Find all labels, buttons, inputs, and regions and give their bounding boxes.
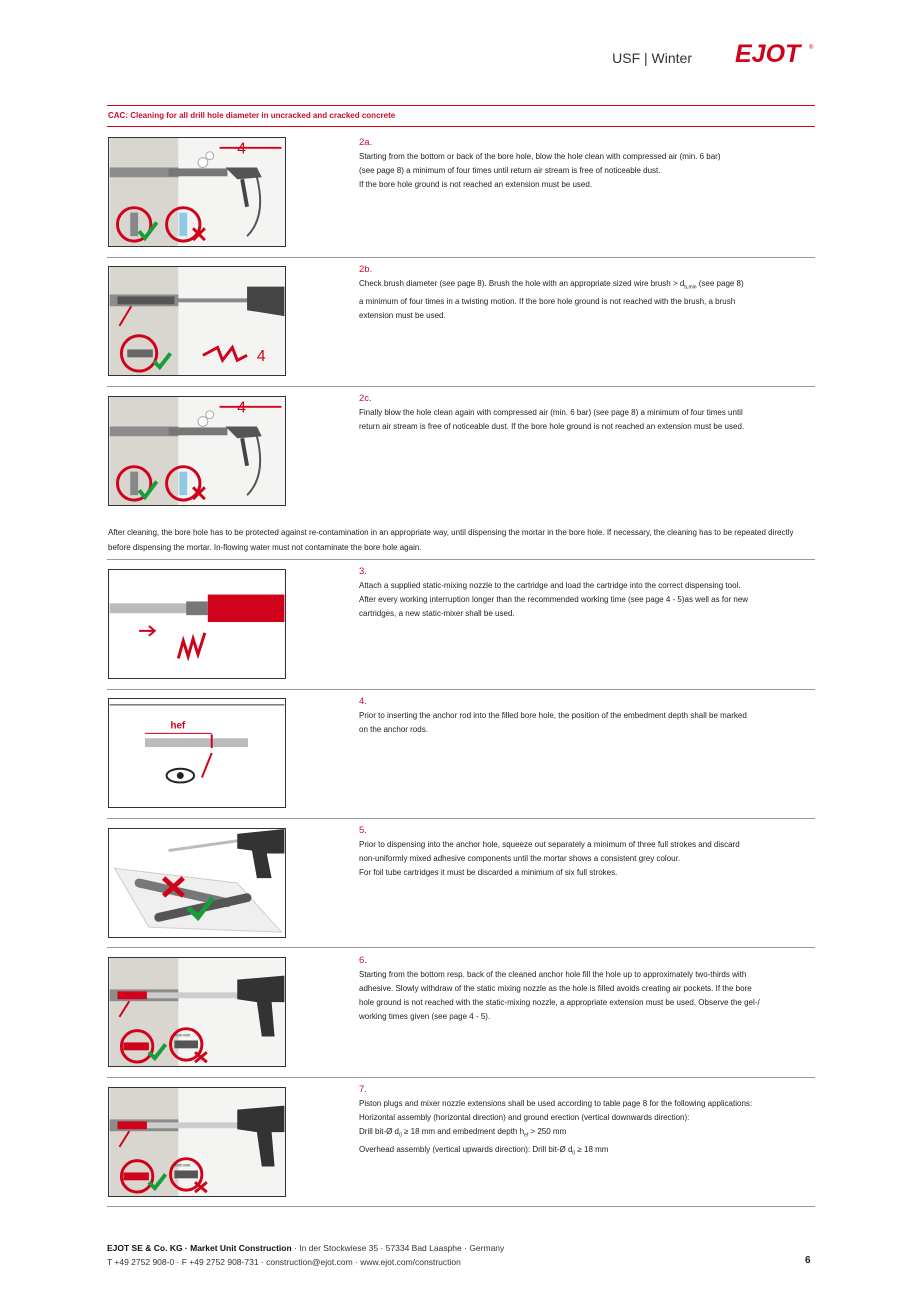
times-four-label: 4: [256, 348, 266, 366]
step-6: [359, 955, 809, 1024]
divider: [107, 947, 815, 948]
divider: [107, 559, 815, 560]
divider: [107, 818, 815, 819]
step-text-line: [359, 277, 809, 295]
step-number: 7.: [359, 1084, 367, 1095]
step-text-part: Check brush diameter (see page 8). Brush the hole with an appropriate sized wire brush > d: [359, 279, 685, 288]
step-text-line: [359, 1143, 809, 1161]
step-3: [359, 566, 809, 621]
step-number: 2c.: [359, 393, 372, 404]
step-text-line: Prior to inserting the anchor rod into the filled bore hole, the position of the embedment depth shall be marked: [359, 711, 747, 720]
step-text-line: hole ground is not reached with the static-mixing nozzle, a appropriate extension must be used. Observe the gel-/: [359, 998, 760, 1007]
times-four-label: 4: [237, 140, 246, 158]
step-text-line: non-uniformly mixed adhesive components until the mortar shows a consistent grey colour.: [359, 854, 681, 863]
step-text-line: If the bore hole ground is not reached an extension must be used.: [359, 180, 593, 189]
footer-line-1: [107, 1241, 504, 1255]
step-text-line: (see page 8) a minimum of four times until return air stream is free of noticeable dust.: [359, 166, 661, 175]
step-text-part: Overhead assembly (vertical upwards direction): Drill bit-Ø d: [359, 1144, 573, 1154]
step-number: 2a.: [359, 137, 373, 148]
cleaning-note: After cleaning, the bore hole has to be protected against re-contamination in an appropriate way, until dispensing the mortar in the bore hole. If necessary, the cleaning has to be repeated directly before dispensing the mortar. In-flowing water must not contaminate the bore hole again.: [108, 528, 794, 552]
step-text-part: ≥ 18 mm: [575, 1144, 609, 1154]
step-number: 3.: [359, 566, 367, 577]
step-text-subscript: 0: [572, 1150, 576, 1157]
step-text-line: Finally blow the hole clean again with compressed air (min. 6 bar) (see page 8) a minimum of four times until: [359, 408, 743, 417]
footer-contact: T +49 2752 908-0 · F +49 2752 908-731 · construction@ejot.com · www.ejot.com/construction: [107, 1257, 461, 1267]
figure-mark-embedment-depth: [108, 698, 286, 808]
footer-address: · In der Stockwiese 35 · 57334 Bad Laasphe · Germany: [291, 1243, 505, 1253]
step-text-line: After every working interruption longer than the recommended working time (see page 4 - 5)as well as for new: [359, 595, 749, 604]
step-5: [359, 825, 809, 880]
step-7: [359, 1084, 809, 1160]
hef-label: hef: [170, 720, 186, 732]
step-text-line: Piston plugs and mixer nozzle extensions shall be used according to table page 8 for the following applications:: [359, 1099, 753, 1108]
figure-fill-hole: [108, 957, 286, 1067]
document-header-title: USF | Winter: [612, 50, 692, 66]
step-text-line: [359, 1125, 809, 1143]
figure-attach-mixing-nozzle: [108, 569, 286, 679]
sticker-label: MIX MIX: [175, 1032, 191, 1038]
divider: [107, 257, 815, 258]
step-4: [359, 696, 809, 737]
figure-blow-out-hole: [108, 137, 286, 247]
step-text-line: Starting from the bottom resp. back of the cleaned anchor hole fill the hole up to approximately two-thirds with: [359, 970, 747, 979]
step-text-line: adhesive. Slowly withdraw of the static mixing nozzle as the hole is filled avoids creating air pockets. If the bore: [359, 984, 752, 993]
step-number: 4.: [359, 696, 367, 707]
figure-piston-plug: [108, 1087, 286, 1197]
step-text-line: a minimum of four times in a twisting motion. If the bore hole ground is not reached with the brush, a brush: [359, 296, 736, 306]
step-text-part: (see page 8): [696, 279, 744, 288]
sticker-label: MIX MIX: [175, 1162, 191, 1168]
step-text-line: Prior to dispensing into the anchor hole, squeeze out separately a minimum of three full strokes and discard: [359, 840, 740, 849]
step-text-subscript: b,min: [684, 284, 697, 291]
step-number: 5.: [359, 825, 367, 836]
step-number: 2b.: [359, 264, 373, 275]
ejot-logo: [735, 40, 815, 66]
step-text-part: > 250 mm: [528, 1127, 567, 1136]
figure-blow-out-again: [108, 396, 286, 506]
step-text-subscript: 0: [399, 1132, 402, 1139]
step-text-line: extension must be used.: [359, 310, 446, 320]
step-text-subscript: ef: [524, 1132, 529, 1139]
section-rule-bottom: [107, 126, 815, 127]
step-text-line: Starting from the bottom or back of the bore hole, blow the hole clean with compressed air (min. 6 bar): [359, 152, 721, 161]
logo-registered-mark: ®: [809, 45, 814, 51]
step-text-line: return air stream is free of noticeable dust. If the bore hole ground is not reached an extension must be used.: [359, 422, 745, 431]
figure-brush-hole: [108, 266, 286, 376]
page-number: 6: [805, 1255, 811, 1266]
step-number: 6.: [359, 955, 367, 966]
step-text-line: For foil tube cartridges it must be discarded a minimum of six full strokes.: [359, 868, 618, 877]
figure-discard-strokes: [108, 828, 286, 938]
step-2c: [359, 393, 809, 434]
section-title: CAC: Cleaning for all drill hole diameter in uncracked and cracked concrete: [108, 111, 396, 120]
divider: [107, 386, 815, 387]
step-text-part: Drill bit-Ø d: [359, 1127, 400, 1136]
step-text-line: Horizontal assembly (horizontal direction) and ground erection (vertical downwards direction):: [359, 1113, 690, 1122]
step-text-part: ≥ 18 mm and embedment depth h: [401, 1127, 525, 1136]
step-text-line: Attach a supplied static-mixing nozzle to the cartridge and load the cartridge into the correct dispensing tool.: [359, 581, 741, 590]
footer-company: EJOT SE & Co. KG · Market Unit Construction: [107, 1243, 292, 1253]
divider: [107, 689, 815, 690]
step-text-line: working times given (see page 4 - 5).: [359, 1012, 491, 1021]
divider: [107, 1206, 815, 1207]
step-2b: [359, 264, 809, 323]
times-four-label: 4: [237, 399, 246, 417]
section-rule-top: [107, 105, 815, 106]
step-text-line: on the anchor rods.: [359, 725, 428, 734]
divider: [107, 1077, 815, 1078]
footer: [107, 1241, 504, 1269]
step-2a: [359, 137, 809, 192]
step-text-line: cartridges, a new static-mixer shall be used.: [359, 609, 515, 618]
logo-text: EJOT: [735, 40, 801, 66]
